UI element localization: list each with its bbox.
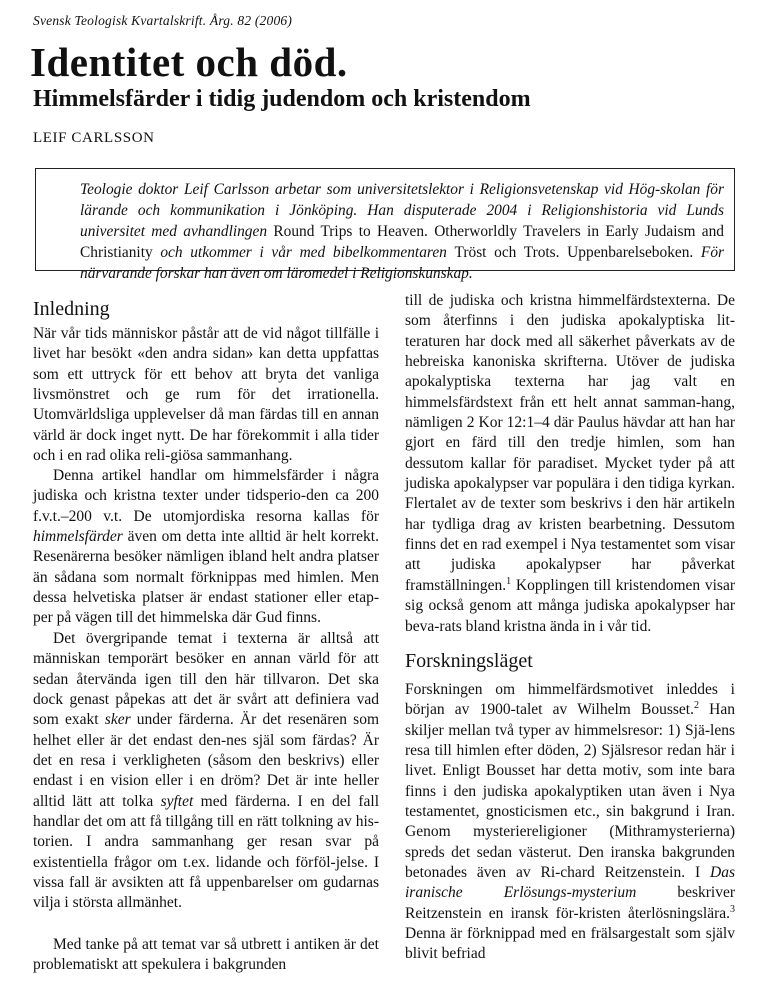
left-p3-text-a: Det övergripande temat i texterna är alltså att människan temporärt besöker en annan värld för att sedan återvända igen till den här tillvaron. Det ska dock genast påpekas att det är svårt att definiera vad som exakt (33, 630, 379, 729)
right-p2-text-d: Denna är förknippad med en frälsargestalt som själv blivit befriad (405, 925, 735, 963)
left-p2-text-a: Denna artikel handlar om himmelsfärder i några judiska och kristna texter under tidsperio-den ca 200 f.v.t.–200 v.t. De utomjordiska resorna kallas för (33, 467, 379, 525)
footnote-ref-2[interactable]: 2 (693, 700, 699, 712)
right-p2-text-c: beskriver Reitzenstein en iransk för-kristen återlösningslära. (405, 884, 735, 922)
journal-citation: Svensk Teologisk Kvartalskrift. Årg. 82 (2006) (33, 13, 293, 28)
right-p1-text-b: Kopplingen till kristendomen visar sig också genom att många judiska apokalypser har beva-rats bland kristna ända in i vår tid. (405, 576, 735, 635)
bio-book-title: Tröst och Trots. Uppenbarelseboken. (454, 244, 694, 261)
footnote-ref-3[interactable]: 3 (730, 903, 735, 915)
left-p2-emphasis: himmelsfärder (33, 528, 123, 546)
right-p2-text-a: Forskningen om himmelfärdsmotivet inleddes i början av 1900-talet av Wilhelm Bousset. (405, 681, 735, 719)
author-name: LEIF CARLSSON (33, 130, 155, 146)
left-paragraph-4: Med tanke på att temat var så utbrett i antiken är det problematiskt att spekulera i bakgrunden (33, 936, 379, 974)
bio-text-1: Teologie doktor Leif Carlsson arbetar som universitetslektor i Religionsvetenskap vid Hög-skolan för lärande och kommunikation i Jönköping. Han disputerade 2004 i Religionshistoria vid Lunds universitet med avhandlingen (80, 181, 724, 240)
left-p3-text-b: under färderna. Är det resenären som helhet eller är det endast den-nes själ som färdas? Är det en resa i verkligheten (såsom den beskrivs) eller endast i en vision eller i en dröm? Det är inte heller alltid lätt att tolka (33, 711, 380, 810)
left-paragraph-2 (33, 466, 379, 629)
footnote-ref-1[interactable]: 1 (506, 575, 512, 587)
right-p2-book-title: Das iranische Erlösungs-mysterium (405, 864, 735, 902)
right-p2-text-b: Han skiljer mellan två typer av himmelsresor: 1) Sjä-lens resa till himlen efter döden, 2) Själsresor redan här i livet. Enligt Bousset har detta motiv, som inte bara finns i den judiska apokalyptiken utan även i Nya testamentet, gnosticismen etc., sin bakgrund i Iran. Genom mysteriereligioner (Mithramysterierna) spreds det sedan västerut. Den iranska bakgrunden betonades även av Ri-chard Reitzenstein. I (405, 701, 736, 882)
left-p2-text-b: även om detta inte alltid är helt korrekt. Resenärerna besöker nämligen ibland helt andra platser än sådana som normalt förknippas med himlen. Men dessa helvetiska platser är endast stationer eller etap-per på vägen till det himmelska där Gud finns. (33, 528, 379, 627)
right-paragraph-2 (405, 680, 735, 965)
article-title: Identitet och död. (30, 39, 348, 85)
left-p3-emphasis-1: sker (104, 711, 131, 729)
section-heading-forskningslaget: Forskningsläget (405, 650, 533, 672)
right-p1-text-a: till de judiska och kristna himmelfärdstexterna. De som återfinns i den judiska apokalyptiska lit-teraturen har dock med all säkerhet påverkats av de hebreiska kanoniska skrifterna. Utöver de judiska apokalyptiska texterna har jag valt en himmelsfärdstext från ett helt annat samman-hang, nämligen 2 Kor 12:1–4 där Paulus hävdar att han har gjort en färd till den tredje himlen, som han dessutom kallar för paradiset. Mycket tyder på att judiska apokalypser var populära i den tidiga kyrkan. Flertalet av de texter som beskrivs i den här artikeln har tydliga drag av kristen bearbetning. Dessutom finns det en rad exempel i Nya testamentet som visar att judiska apokalypser har påverkat framställningen. (405, 292, 735, 594)
left-paragraph-1: När vår tids människor påstår att de vid något tillfälle i livet har besökt «den andra sidan» kan detta uppfattas som ett uttryck för ett behov att bryta det vanliga livsmönstret och ge rum för det irrationella. Utomvärldsliga upplevelser då man färdas till en annan värld är dock inget nytt. De har förekommit i alla tider och i en rad olika reli-giösa sammanhang. (33, 325, 379, 465)
right-paragraph-1 (405, 291, 735, 637)
article-subtitle: Himmelsfärder i tidig judendom och kristendom (33, 86, 531, 112)
bio-text-3: För närvarande forskar han även om läromedel i Religionskunskap. (80, 244, 725, 282)
left-paragraph-3 (33, 629, 379, 914)
left-p3-text-c: med färderna. I en del fall handlar det om att få tillgång till en rätt tolkning av his-torien. I andra sammanhang ger resan svar på existentiella frågor om t.ex. lidande och förföl-jelse. I vissa fall är avsikten att få uppenbarelser om gudarnas vilja i största allmänhet. (33, 792, 380, 912)
bio-thesis-title: Round Trips to Heaven. Otherworldly Travelers in Early Judaism and Christianity (80, 223, 724, 261)
section-heading-inledning: Inledning (33, 298, 110, 320)
bio-text-2: och utkommer i vår med bibelkommentaren (152, 244, 455, 261)
author-bio-box (35, 168, 735, 282)
left-p3-emphasis-2: syftet (160, 792, 194, 810)
